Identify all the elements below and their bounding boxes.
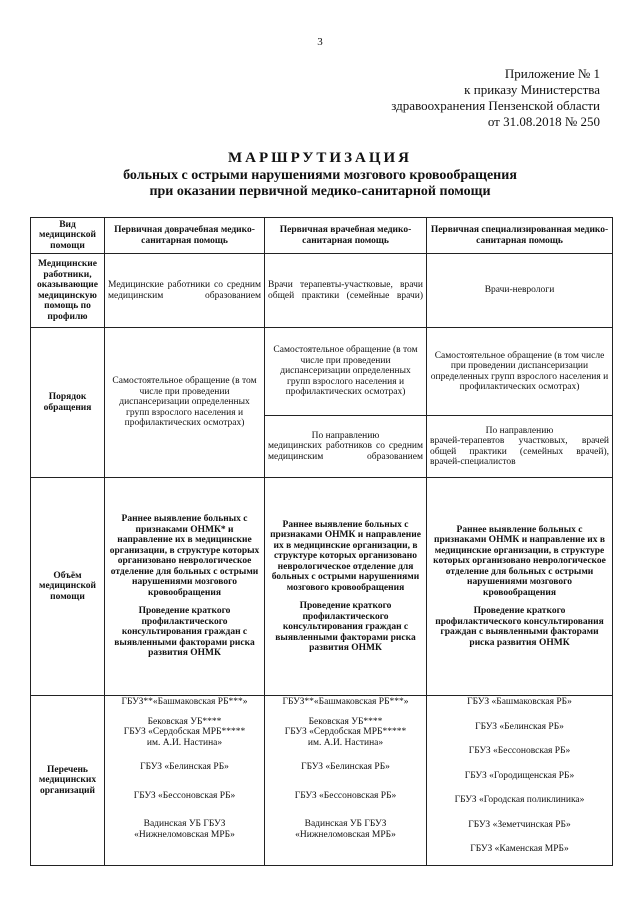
procedure-col1: Самостоятельное обращение (в том числе при проведении диспансеризации определенных групп взрослого населения и профилактических осмотрах) xyxy=(105,328,265,478)
org-item: Бековская УБ**** xyxy=(147,716,222,727)
volume-col2 xyxy=(265,478,427,696)
volume-col1-p1: Раннее выявление больных с признаками ОНМК* и направление их в медицинские организации, в структуре которых организовано неврологическое отделение для больных с острыми нарушениями мозгового кровообращения xyxy=(109,514,260,598)
org-item: им. А.И. Настина» xyxy=(307,737,384,748)
volume-col3-p2: Проведение краткого профилактического консультирования граждан с выявленными факторами риска развития ОНМК xyxy=(435,606,604,648)
appendix-line-3: здравоохранения Пензенской области xyxy=(391,98,600,113)
procedure-col2-bottom xyxy=(265,416,427,478)
volume-row xyxy=(31,478,613,696)
org-item: ГБУЗ «Городищенская РБ» xyxy=(464,770,575,781)
subtitle-line-2: при оказании первичной медико-санитарной помощи xyxy=(149,184,491,199)
volume-col1 xyxy=(105,478,265,696)
workers-row xyxy=(31,254,613,328)
orgs-label: Перечень медицинских организаций xyxy=(31,696,105,866)
procedure-col3-bottom-text: врачей-терапевтов участковых, врачей общей практики (семейных врачей), врачей-специалистов xyxy=(430,436,609,467)
procedure-col3-bottom xyxy=(427,416,613,478)
header-col1: Первичная доврачебная медико-санитарная помощь xyxy=(105,218,265,254)
org-item: ГБУЗ «Башмаковская РБ» xyxy=(467,697,572,707)
orgs-row xyxy=(31,696,613,866)
appendix-line-1: Приложение № 1 xyxy=(504,66,600,81)
workers-col2: Врачи терапевты-участковые, врачи общей практики (семейные врачи) xyxy=(265,254,427,328)
procedure-row-top xyxy=(31,328,613,416)
appendix-line-4: от 31.08.2018 № 250 xyxy=(487,114,600,129)
org-item: ГБУЗ «Сердобская МРБ***** xyxy=(284,727,407,737)
workers-col1: Медицинские работники со средним медицинским образованием xyxy=(105,254,265,328)
appendix-line-2: к приказу Министерства xyxy=(464,82,600,97)
org-item: ГБУЗ «Сердобская МРБ***** xyxy=(123,727,246,737)
org-item: Бековская УБ**** xyxy=(308,716,383,727)
org-item: «Нижнеломовская МРБ» xyxy=(295,829,396,840)
org-item: ГБУЗ «Бессоновская РБ» xyxy=(294,790,397,801)
orgs-col2 xyxy=(265,696,427,866)
header-col2: Первичная врачебная медико-санитарная помощь xyxy=(265,218,427,254)
org-item: ГБУЗ «Белинская РБ» xyxy=(301,762,390,772)
volume-col3 xyxy=(427,478,613,696)
org-item: им. А.И. Настина» xyxy=(146,737,223,748)
volume-label: Объём медицинской помощи xyxy=(31,478,105,696)
document-title: МАРШРУТИЗАЦИЯ xyxy=(227,150,412,166)
volume-col3-p1: Раннее выявление больных с признаками ОНМК и направление их в медицинские организации, в структуре которых организовано неврологическое отделение для больных с острыми нарушениями мозгового кровообращения xyxy=(433,524,606,598)
org-item: Вадинская УБ ГБУЗ xyxy=(143,819,226,829)
org-item: ГБУЗ**«Башмаковская РБ***» xyxy=(121,697,248,707)
org-item: ГБУЗ «Белинская РБ» xyxy=(475,721,564,732)
org-item: ГБУЗ «Каменская МРБ» xyxy=(470,844,569,854)
routing-table xyxy=(30,217,613,866)
document-subtitle xyxy=(0,168,640,200)
subtitle-line-1: больных с острыми нарушениями мозгового кровообращения xyxy=(123,168,517,183)
org-item: ГБУЗ «Бессоновская РБ» xyxy=(133,790,236,801)
header-col3: Первичная специализированная медико-санитарная помощь xyxy=(427,218,613,254)
appendix-block xyxy=(391,66,600,130)
procedure-col2-bottom-title: По направлению xyxy=(311,430,380,441)
procedure-col3-bottom-title: По направлению xyxy=(485,425,554,436)
orgs-col3 xyxy=(427,696,613,866)
procedure-col2-bottom-text: медицинских работников со средним медицинским образованием xyxy=(268,441,423,462)
workers-label: Медицинские работники, оказывающие медицинскую помощь по профилю xyxy=(31,254,105,328)
procedure-col2-top: Самостоятельное обращение (в том числе при проведении диспансеризации определенных групп взрослого населения и профилактических осмотрах) xyxy=(265,328,427,416)
volume-col1-p2: Проведение краткого профилактического консультирования граждан с выявленными факторами риска развития ОНМК xyxy=(114,606,255,659)
orgs-col1 xyxy=(105,696,265,866)
header-row xyxy=(31,218,613,254)
org-item: ГБУЗ «Белинская РБ» xyxy=(140,762,229,772)
header-kind: Вид медицинской помощи xyxy=(31,218,105,254)
procedure-label: Порядок обращения xyxy=(31,328,105,478)
org-item: ГБУЗ**«Башмаковская РБ***» xyxy=(282,697,409,707)
org-item: ГБУЗ «Бессоновская РБ» xyxy=(468,746,571,756)
org-item: ГБУЗ «Земетчинская РБ» xyxy=(468,819,571,830)
org-item: «Нижнеломовская МРБ» xyxy=(134,829,235,840)
volume-col2-p1: Раннее выявление больных с признаками ОНМК и направление их в медицинские организации, в структуре которых организовано неврологическое отделение для больных с острыми нарушениями мозгового кровообращения xyxy=(270,519,421,593)
org-item: ГБУЗ «Городская поликлиника» xyxy=(454,795,585,805)
volume-col2-p2: Проведение краткого профилактического консультирования граждан с выявленными факторами риска развития ОНМК xyxy=(275,601,416,653)
procedure-col3-top: Самостоятельное обращение (в том числе при проведении диспансеризации определенных групп взрослого населения и профилактических осмотрах) xyxy=(427,328,613,416)
workers-col3: Врачи-неврологи xyxy=(427,254,613,328)
org-item: Вадинская УБ ГБУЗ xyxy=(304,819,387,829)
page-number: 3 xyxy=(317,36,323,48)
